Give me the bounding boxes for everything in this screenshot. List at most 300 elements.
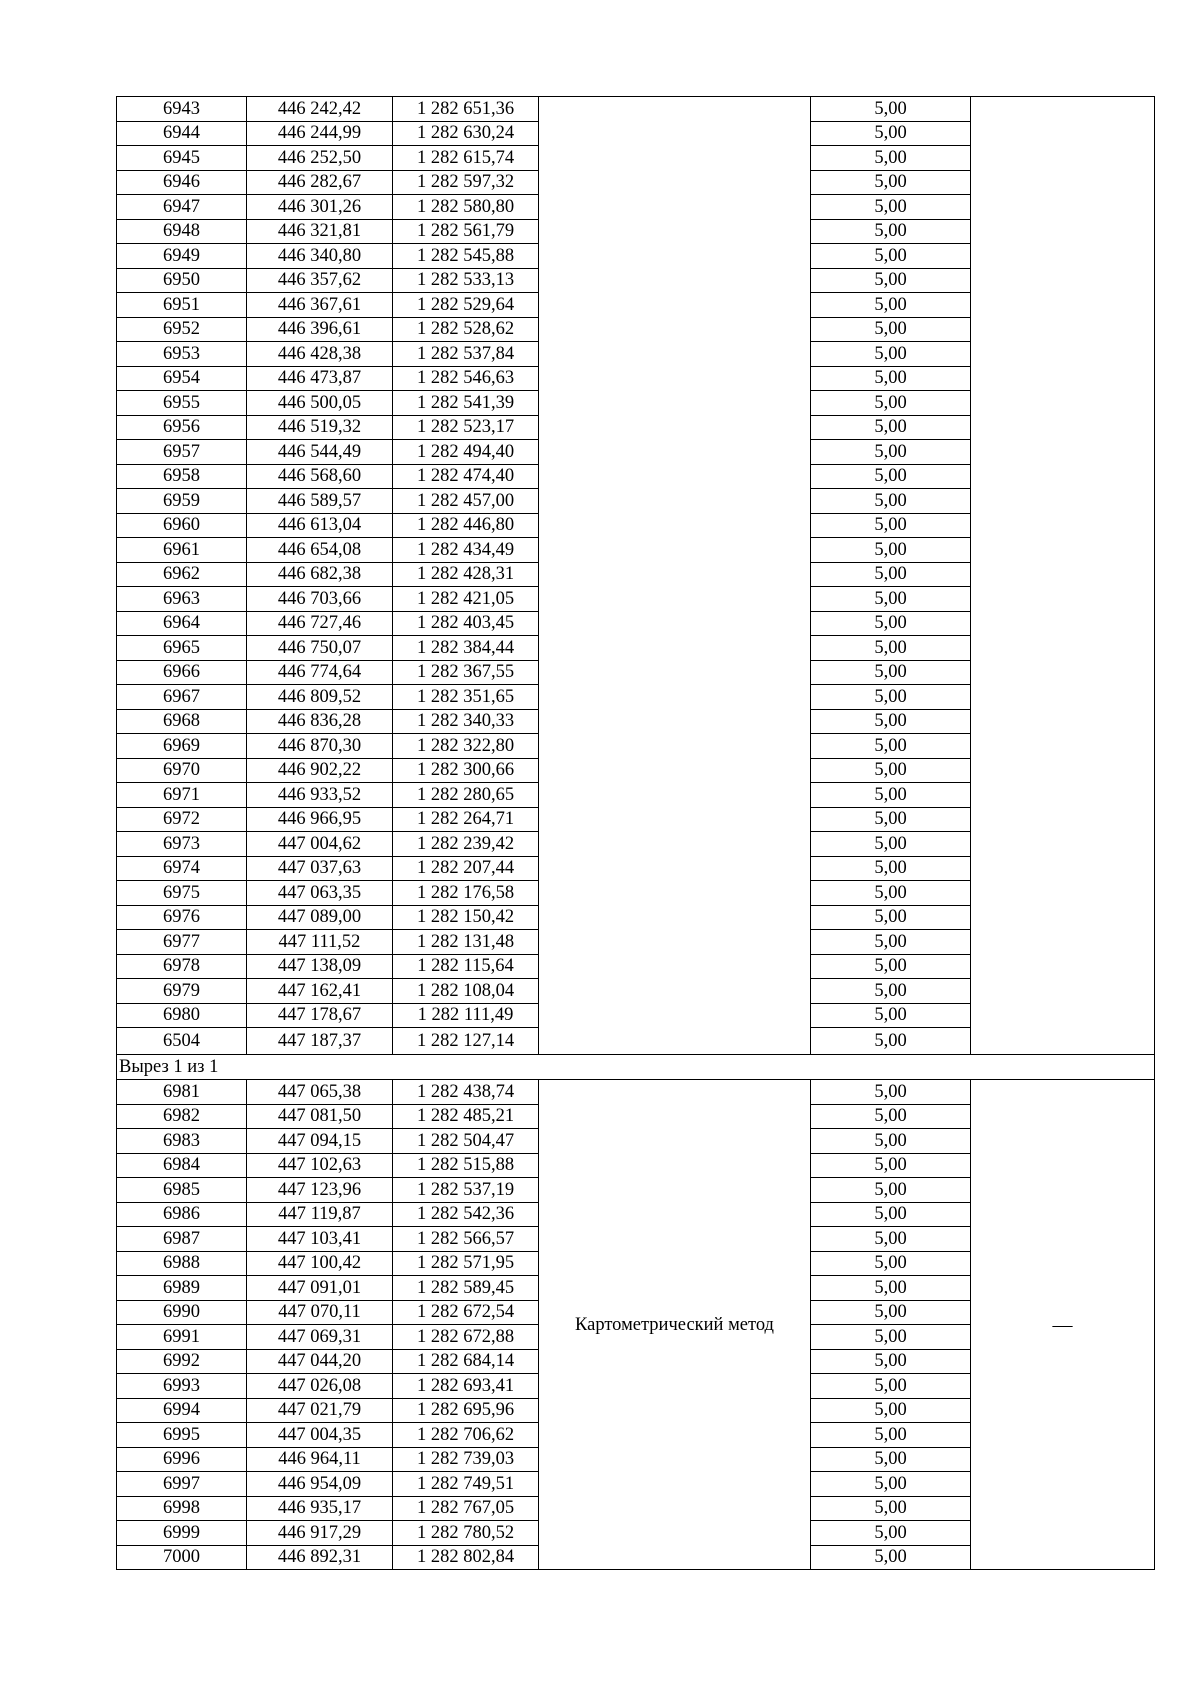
method-cell — [539, 758, 811, 783]
description-cell — [971, 979, 1155, 1004]
accuracy-cell: 5,00 — [811, 219, 971, 244]
x-coordinate-cell: 446 902,22 — [247, 758, 393, 783]
method-cell — [539, 587, 811, 612]
description-cell — [971, 489, 1155, 514]
accuracy-cell: 5,00 — [811, 1276, 971, 1301]
y-coordinate-cell: 1 282 485,21 — [393, 1104, 539, 1129]
point-number-cell: 6977 — [117, 930, 247, 955]
description-cell — [971, 783, 1155, 808]
accuracy-cell: 5,00 — [811, 930, 971, 955]
x-coordinate-cell: 447 026,08 — [247, 1374, 393, 1399]
accuracy-cell: 5,00 — [811, 1398, 971, 1423]
y-coordinate-cell: 1 282 589,45 — [393, 1276, 539, 1301]
method-cell — [539, 219, 811, 244]
accuracy-cell: 5,00 — [811, 979, 971, 1004]
description-cell — [971, 685, 1155, 710]
point-number-cell: 6971 — [117, 783, 247, 808]
accuracy-cell: 5,00 — [811, 1545, 971, 1570]
method-cell — [539, 562, 811, 587]
table-row — [117, 1028, 1155, 1055]
point-number-cell: 7000 — [117, 1545, 247, 1570]
method-cell — [539, 685, 811, 710]
point-number-cell: 6960 — [117, 513, 247, 538]
method-cell — [539, 807, 811, 832]
x-coordinate-cell: 446 519,32 — [247, 415, 393, 440]
point-number-cell: 6978 — [117, 954, 247, 979]
y-coordinate-cell: 1 282 457,00 — [393, 489, 539, 514]
y-coordinate-cell: 1 282 421,05 — [393, 587, 539, 612]
accuracy-cell: 5,00 — [811, 1251, 971, 1276]
y-coordinate-cell: 1 282 111,49 — [393, 1003, 539, 1028]
x-coordinate-cell: 446 367,61 — [247, 293, 393, 318]
x-coordinate-cell: 446 589,57 — [247, 489, 393, 514]
method-cell — [539, 636, 811, 661]
point-number-cell: 6966 — [117, 660, 247, 685]
y-coordinate-cell: 1 282 367,55 — [393, 660, 539, 685]
accuracy-cell: 5,00 — [811, 1472, 971, 1497]
point-number-cell: 6964 — [117, 611, 247, 636]
table-row — [117, 930, 1155, 955]
point-number-cell: 6945 — [117, 146, 247, 171]
x-coordinate-cell: 446 613,04 — [247, 513, 393, 538]
method-cell — [539, 538, 811, 563]
point-number-cell: 6994 — [117, 1398, 247, 1423]
method-cell — [539, 856, 811, 881]
description-cell — [971, 587, 1155, 612]
point-number-cell: 6985 — [117, 1178, 247, 1203]
point-number-cell: 6951 — [117, 293, 247, 318]
point-number-cell: 6955 — [117, 391, 247, 416]
method-cell — [539, 317, 811, 342]
x-coordinate-cell: 446 966,95 — [247, 807, 393, 832]
y-coordinate-cell: 1 282 651,36 — [393, 97, 539, 122]
y-coordinate-cell: 1 282 672,54 — [393, 1300, 539, 1325]
description-cell — [971, 807, 1155, 832]
table-row — [117, 317, 1155, 342]
table-row — [117, 758, 1155, 783]
point-number-cell: 6988 — [117, 1251, 247, 1276]
method-cell — [539, 979, 811, 1004]
description-cell — [971, 146, 1155, 171]
y-coordinate-cell: 1 282 693,41 — [393, 1374, 539, 1399]
table-row — [117, 170, 1155, 195]
table-row — [117, 1080, 1155, 1105]
method-cell — [539, 930, 811, 955]
y-coordinate-cell: 1 282 494,40 — [393, 440, 539, 465]
method-cell — [539, 464, 811, 489]
description-cell — [971, 342, 1155, 367]
accuracy-cell: 5,00 — [811, 1227, 971, 1252]
point-number-cell: 6982 — [117, 1104, 247, 1129]
point-number-cell: 6963 — [117, 587, 247, 612]
accuracy-cell: 5,00 — [811, 170, 971, 195]
method-cell — [539, 783, 811, 808]
description-cell — [971, 195, 1155, 220]
x-coordinate-cell: 446 836,28 — [247, 709, 393, 734]
table-row — [117, 195, 1155, 220]
accuracy-cell: 5,00 — [811, 1202, 971, 1227]
accuracy-cell: 5,00 — [811, 1521, 971, 1546]
method-cell — [539, 366, 811, 391]
x-coordinate-cell: 446 774,64 — [247, 660, 393, 685]
x-coordinate-cell: 446 703,66 — [247, 587, 393, 612]
y-coordinate-cell: 1 282 566,57 — [393, 1227, 539, 1252]
accuracy-cell: 5,00 — [811, 1104, 971, 1129]
coordinates-table-body — [117, 97, 1155, 1570]
description-cell — [971, 758, 1155, 783]
accuracy-cell: 5,00 — [811, 562, 971, 587]
y-coordinate-cell: 1 282 207,44 — [393, 856, 539, 881]
point-number-cell: 6948 — [117, 219, 247, 244]
x-coordinate-cell: 447 044,20 — [247, 1349, 393, 1374]
point-number-cell: 6973 — [117, 832, 247, 857]
accuracy-cell: 5,00 — [811, 342, 971, 367]
description-cell — [971, 611, 1155, 636]
description-cell — [971, 856, 1155, 881]
y-coordinate-cell: 1 282 280,65 — [393, 783, 539, 808]
point-number-cell: 6997 — [117, 1472, 247, 1497]
table-row — [117, 244, 1155, 269]
y-coordinate-cell: 1 282 523,17 — [393, 415, 539, 440]
accuracy-cell: 5,00 — [811, 881, 971, 906]
x-coordinate-cell: 446 282,67 — [247, 170, 393, 195]
x-coordinate-cell: 447 178,67 — [247, 1003, 393, 1028]
x-coordinate-cell: 446 340,80 — [247, 244, 393, 269]
point-number-cell: 6991 — [117, 1325, 247, 1350]
point-number-cell: 6999 — [117, 1521, 247, 1546]
description-cell — [971, 538, 1155, 563]
x-coordinate-cell: 447 162,41 — [247, 979, 393, 1004]
point-number-cell: 6957 — [117, 440, 247, 465]
x-coordinate-cell: 447 100,42 — [247, 1251, 393, 1276]
method-cell — [539, 905, 811, 930]
x-coordinate-cell: 446 727,46 — [247, 611, 393, 636]
point-number-cell: 6989 — [117, 1276, 247, 1301]
point-number-cell: 6970 — [117, 758, 247, 783]
accuracy-cell: 5,00 — [811, 636, 971, 661]
x-coordinate-cell: 446 544,49 — [247, 440, 393, 465]
y-coordinate-cell: 1 282 537,19 — [393, 1178, 539, 1203]
x-coordinate-cell: 447 037,63 — [247, 856, 393, 881]
description-cell — [971, 464, 1155, 489]
y-coordinate-cell: 1 282 528,62 — [393, 317, 539, 342]
description-cell — [971, 391, 1155, 416]
accuracy-cell: 5,00 — [811, 1374, 971, 1399]
y-coordinate-cell: 1 282 739,03 — [393, 1447, 539, 1472]
x-coordinate-cell: 447 081,50 — [247, 1104, 393, 1129]
method-cell — [539, 195, 811, 220]
y-coordinate-cell: 1 282 115,64 — [393, 954, 539, 979]
x-coordinate-cell: 446 568,60 — [247, 464, 393, 489]
point-number-cell: 6958 — [117, 464, 247, 489]
accuracy-cell: 5,00 — [811, 783, 971, 808]
description-cell — [971, 268, 1155, 293]
table-row — [117, 513, 1155, 538]
point-number-cell: 6961 — [117, 538, 247, 563]
x-coordinate-cell: 447 089,00 — [247, 905, 393, 930]
x-coordinate-cell: 446 892,31 — [247, 1545, 393, 1570]
accuracy-cell: 5,00 — [811, 758, 971, 783]
y-coordinate-cell: 1 282 264,71 — [393, 807, 539, 832]
y-coordinate-cell: 1 282 684,14 — [393, 1349, 539, 1374]
point-number-cell: 6959 — [117, 489, 247, 514]
table-row — [117, 97, 1155, 122]
table-row — [117, 636, 1155, 661]
method-cell — [539, 440, 811, 465]
x-coordinate-cell: 447 021,79 — [247, 1398, 393, 1423]
accuracy-cell: 5,00 — [811, 513, 971, 538]
table-row — [117, 293, 1155, 318]
y-coordinate-cell: 1 282 403,45 — [393, 611, 539, 636]
accuracy-cell: 5,00 — [811, 244, 971, 269]
point-number-cell: 6967 — [117, 685, 247, 710]
point-number-cell: 6969 — [117, 734, 247, 759]
description-cell — [971, 636, 1155, 661]
x-coordinate-cell: 447 094,15 — [247, 1129, 393, 1154]
table-row — [117, 1003, 1155, 1028]
accuracy-cell: 5,00 — [811, 832, 971, 857]
x-coordinate-cell: 446 428,38 — [247, 342, 393, 367]
method-cell — [539, 170, 811, 195]
accuracy-cell: 5,00 — [811, 685, 971, 710]
dash-label: — — [971, 1080, 1155, 1570]
method-cell — [539, 1003, 811, 1028]
y-coordinate-cell: 1 282 438,74 — [393, 1080, 539, 1105]
y-coordinate-cell: 1 282 561,79 — [393, 219, 539, 244]
table-row — [117, 146, 1155, 171]
y-coordinate-cell: 1 282 384,44 — [393, 636, 539, 661]
x-coordinate-cell: 447 004,35 — [247, 1423, 393, 1448]
x-coordinate-cell: 447 187,37 — [247, 1028, 393, 1055]
accuracy-cell: 5,00 — [811, 807, 971, 832]
accuracy-cell: 5,00 — [811, 660, 971, 685]
y-coordinate-cell: 1 282 127,14 — [393, 1028, 539, 1055]
y-coordinate-cell: 1 282 474,40 — [393, 464, 539, 489]
accuracy-cell: 5,00 — [811, 195, 971, 220]
method-cell — [539, 489, 811, 514]
method-cell — [539, 391, 811, 416]
table-row — [117, 219, 1155, 244]
y-coordinate-cell: 1 282 545,88 — [393, 244, 539, 269]
accuracy-cell: 5,00 — [811, 905, 971, 930]
accuracy-cell: 5,00 — [811, 538, 971, 563]
y-coordinate-cell: 1 282 802,84 — [393, 1545, 539, 1570]
x-coordinate-cell: 447 111,52 — [247, 930, 393, 955]
y-coordinate-cell: 1 282 749,51 — [393, 1472, 539, 1497]
table-row — [117, 464, 1155, 489]
y-coordinate-cell: 1 282 504,47 — [393, 1129, 539, 1154]
description-cell — [971, 832, 1155, 857]
y-coordinate-cell: 1 282 300,66 — [393, 758, 539, 783]
y-coordinate-cell: 1 282 541,39 — [393, 391, 539, 416]
accuracy-cell: 5,00 — [811, 146, 971, 171]
y-coordinate-cell: 1 282 239,42 — [393, 832, 539, 857]
point-number-cell: 6993 — [117, 1374, 247, 1399]
y-coordinate-cell: 1 282 428,31 — [393, 562, 539, 587]
method-cell — [539, 611, 811, 636]
accuracy-cell: 5,00 — [811, 1300, 971, 1325]
point-number-cell: 6984 — [117, 1153, 247, 1178]
point-number-cell: 6995 — [117, 1423, 247, 1448]
x-coordinate-cell: 447 091,01 — [247, 1276, 393, 1301]
x-coordinate-cell: 446 933,52 — [247, 783, 393, 808]
y-coordinate-cell: 1 282 767,05 — [393, 1496, 539, 1521]
description-cell — [971, 881, 1155, 906]
section-row — [117, 1055, 1155, 1080]
method-cell — [539, 146, 811, 171]
y-coordinate-cell: 1 282 176,58 — [393, 881, 539, 906]
accuracy-cell: 5,00 — [811, 1447, 971, 1472]
description-cell — [971, 170, 1155, 195]
point-number-cell: 6949 — [117, 244, 247, 269]
y-coordinate-cell: 1 282 630,24 — [393, 121, 539, 146]
method-cell — [539, 244, 811, 269]
description-cell — [971, 121, 1155, 146]
y-coordinate-cell: 1 282 597,32 — [393, 170, 539, 195]
description-cell — [971, 1003, 1155, 1028]
table-row — [117, 538, 1155, 563]
method-cell — [539, 121, 811, 146]
table-row — [117, 489, 1155, 514]
point-number-cell: 6972 — [117, 807, 247, 832]
x-coordinate-cell: 446 252,50 — [247, 146, 393, 171]
point-number-cell: 6962 — [117, 562, 247, 587]
table-row — [117, 979, 1155, 1004]
x-coordinate-cell: 447 070,11 — [247, 1300, 393, 1325]
y-coordinate-cell: 1 282 537,84 — [393, 342, 539, 367]
accuracy-cell: 5,00 — [811, 489, 971, 514]
point-number-cell: 6996 — [117, 1447, 247, 1472]
table-row — [117, 366, 1155, 391]
accuracy-cell: 5,00 — [811, 293, 971, 318]
accuracy-cell: 5,00 — [811, 464, 971, 489]
y-coordinate-cell: 1 282 780,52 — [393, 1521, 539, 1546]
point-number-cell: 6976 — [117, 905, 247, 930]
method-cell — [539, 1028, 811, 1055]
x-coordinate-cell: 446 473,87 — [247, 366, 393, 391]
method-cell — [539, 268, 811, 293]
method-cell — [539, 709, 811, 734]
point-number-cell: 6947 — [117, 195, 247, 220]
x-coordinate-cell: 446 396,61 — [247, 317, 393, 342]
method-cell — [539, 660, 811, 685]
y-coordinate-cell: 1 282 340,33 — [393, 709, 539, 734]
point-number-cell: 6952 — [117, 317, 247, 342]
point-number-cell: 6950 — [117, 268, 247, 293]
y-coordinate-cell: 1 282 131,48 — [393, 930, 539, 955]
x-coordinate-cell: 447 004,62 — [247, 832, 393, 857]
y-coordinate-cell: 1 282 672,88 — [393, 1325, 539, 1350]
table-row — [117, 881, 1155, 906]
section-label: Вырез 1 из 1 — [117, 1055, 1155, 1080]
accuracy-cell: 5,00 — [811, 1129, 971, 1154]
accuracy-cell: 5,00 — [811, 440, 971, 465]
point-number-cell: 6956 — [117, 415, 247, 440]
accuracy-cell: 5,00 — [811, 1423, 971, 1448]
table-row — [117, 783, 1155, 808]
accuracy-cell: 5,00 — [811, 1153, 971, 1178]
accuracy-cell: 5,00 — [811, 1496, 971, 1521]
table-row — [117, 807, 1155, 832]
table-row — [117, 587, 1155, 612]
description-cell — [971, 734, 1155, 759]
y-coordinate-cell: 1 282 580,80 — [393, 195, 539, 220]
description-cell — [971, 709, 1155, 734]
x-coordinate-cell: 447 138,09 — [247, 954, 393, 979]
accuracy-cell: 5,00 — [811, 1080, 971, 1105]
x-coordinate-cell: 446 321,81 — [247, 219, 393, 244]
x-coordinate-cell: 447 063,35 — [247, 881, 393, 906]
table-row — [117, 562, 1155, 587]
description-cell — [971, 415, 1155, 440]
x-coordinate-cell: 447 103,41 — [247, 1227, 393, 1252]
method-label: Картометрический метод — [539, 1080, 811, 1570]
y-coordinate-cell: 1 282 615,74 — [393, 146, 539, 171]
table-row — [117, 268, 1155, 293]
method-cell — [539, 293, 811, 318]
x-coordinate-cell: 446 870,30 — [247, 734, 393, 759]
accuracy-cell: 5,00 — [811, 856, 971, 881]
x-coordinate-cell: 446 750,07 — [247, 636, 393, 661]
x-coordinate-cell: 446 654,08 — [247, 538, 393, 563]
accuracy-cell: 5,00 — [811, 317, 971, 342]
description-cell — [971, 440, 1155, 465]
x-coordinate-cell: 447 065,38 — [247, 1080, 393, 1105]
point-number-cell: 6983 — [117, 1129, 247, 1154]
point-number-cell: 6943 — [117, 97, 247, 122]
y-coordinate-cell: 1 282 351,65 — [393, 685, 539, 710]
table-row — [117, 856, 1155, 881]
accuracy-cell: 5,00 — [811, 1349, 971, 1374]
point-number-cell: 6946 — [117, 170, 247, 195]
accuracy-cell: 5,00 — [811, 366, 971, 391]
point-number-cell: 6968 — [117, 709, 247, 734]
description-cell — [971, 317, 1155, 342]
description-cell — [971, 219, 1155, 244]
x-coordinate-cell: 446 964,11 — [247, 1447, 393, 1472]
method-cell — [539, 415, 811, 440]
point-number-cell: 6954 — [117, 366, 247, 391]
point-number-cell: 6979 — [117, 979, 247, 1004]
table-row — [117, 905, 1155, 930]
method-cell — [539, 832, 811, 857]
x-coordinate-cell: 447 119,87 — [247, 1202, 393, 1227]
table-row — [117, 415, 1155, 440]
description-cell — [971, 97, 1155, 122]
table-row — [117, 734, 1155, 759]
x-coordinate-cell: 447 069,31 — [247, 1325, 393, 1350]
y-coordinate-cell: 1 282 322,80 — [393, 734, 539, 759]
description-cell — [971, 1028, 1155, 1055]
accuracy-cell: 5,00 — [811, 1178, 971, 1203]
y-coordinate-cell: 1 282 695,96 — [393, 1398, 539, 1423]
x-coordinate-cell: 446 917,29 — [247, 1521, 393, 1546]
x-coordinate-cell: 446 242,42 — [247, 97, 393, 122]
point-number-cell: 6944 — [117, 121, 247, 146]
y-coordinate-cell: 1 282 542,36 — [393, 1202, 539, 1227]
x-coordinate-cell: 446 301,26 — [247, 195, 393, 220]
accuracy-cell: 5,00 — [811, 1003, 971, 1028]
table-row — [117, 121, 1155, 146]
method-cell — [539, 881, 811, 906]
y-coordinate-cell: 1 282 446,80 — [393, 513, 539, 538]
x-coordinate-cell: 446 244,99 — [247, 121, 393, 146]
y-coordinate-cell: 1 282 108,04 — [393, 979, 539, 1004]
point-number-cell: 6975 — [117, 881, 247, 906]
y-coordinate-cell: 1 282 150,42 — [393, 905, 539, 930]
x-coordinate-cell: 447 102,63 — [247, 1153, 393, 1178]
accuracy-cell: 5,00 — [811, 97, 971, 122]
